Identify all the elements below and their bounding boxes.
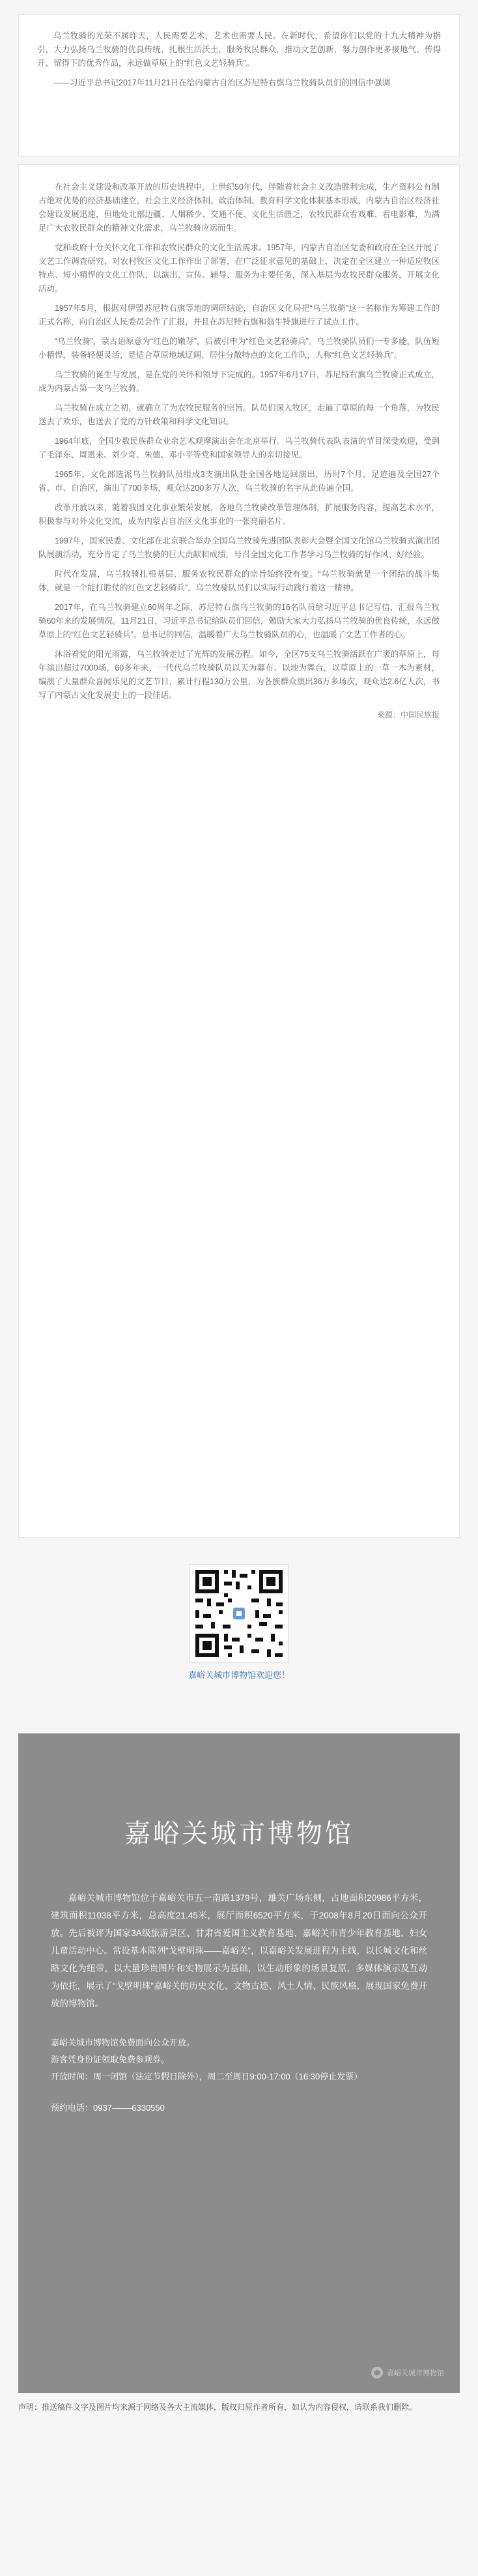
article-paragraph: 1997年，国家民委、文化部在北京联合举办全国乌兰牧骑先进团队表彰大会暨全国文化馆乌兰牧骑式演出团队展演活动，充分肯定了乌兰牧骑的巨大贡献和成绩，号召全国文化工作者学习乌兰牧骑的好作风、好经验。	[38, 536, 440, 559]
quote-paragraph: 乌兰牧骑的光荣不属昨天，人民需要艺术，艺术也需要人民。在新时代，希望你们以党的十九大精神为指引，大力弘扬乌兰牧骑的优良传统，扎根生活沃土，服务牧民群众，推动文艺创新，努力创作更多接地气、传得开、留得下的优秀作品，永远做草原上的“红色文艺轻骑兵”。	[37, 31, 441, 68]
disclaimer: 声明：推送稿件文字及图片均来源于网络及各大主流媒体，版权归原作者所有，如认为内容侵权，请联系我们删除。	[18, 2403, 417, 2412]
qr-section	[0, 1564, 478, 1681]
article-source: 来源：中国民族报	[376, 710, 440, 719]
quote-attribution: ——习近平总书记2017年11月21日在给内蒙古自治区苏尼特右旗乌兰牧骑队员们的回信中强调	[53, 78, 391, 87]
wechat-logo-icon	[371, 2367, 383, 2379]
museum-description: 嘉峪关城市博物馆位于嘉峪关市五一南路1379号，雄关广场东侧，占地面积20986平方米，建筑面积11038平方米，总高度21.45米，展厅面积6520平方米，于2008年8月20日面向公众开放。先后被评为国家3A级旅游景区、甘肃省爱国主义教育基地、嘉峪关市青少年教育基地、妇女儿童活动中心。常设基本陈列“戈壁明珠——嘉峪关”，以嘉峪关发展进程为主线，以长城文化和丝路文化为纽带，以大量珍贵图片和实物展示为基础，以生动形象的场景复原，多媒体演示及互动为依托，展示了“戈壁明珠”嘉峪关的历史文化、文物古迹、风土人情、民族风格，展现国家免费开放的博物馆。	[51, 1893, 427, 2008]
article-paragraph: “乌兰牧骑”，蒙古语原意为“红色的嫩芽”，后被引申为“红色文艺轻骑兵”。乌兰牧骑队员们一专多能，队伍短小精悍，装备轻便灵活，是适合草原地域辽阔、居住分散特点的文化工作队，人称“红色文艺轻骑兵”。	[38, 337, 440, 360]
article-paragraph: 乌兰牧骑的诞生与发展，是在党的关怀和领导下完成的。1957年6月17日，苏尼特右旗乌兰牧骑正式成立，成为内蒙古第一支乌兰牧骑。	[38, 370, 440, 393]
museum-info-line: 开放时间：周一闭馆（法定节假日除外），周二至周日9:00-17:00（16:30停止发票）	[51, 2072, 363, 2081]
museum-info-line: 嘉峪关城市博物馆免费面向公众开放。	[51, 2038, 195, 2048]
article-paragraph: 乌兰牧骑在成立之初，就确立了为农牧民服务的宗旨。队员们深入牧区，走遍了草原的每一个角落，为牧民送去了欢乐，也送去了党的方针政策和科学文化知识。	[38, 403, 440, 426]
article-paragraph: 党和政府十分关怀文化工作和农牧民群众的文化生活需求。1957年，内蒙古自治区党委和政府在全区开展了文艺工作调查研究，对农村牧区文化工作作出了部署，在广泛征求意见的基础上，决定在全区建立一种适应牧区特点、短小精悍的文化工作队，以演出、宣传、辅导、服务为主要任务，深入基层为农牧民群众服务，开展文化活动。	[38, 243, 440, 293]
article-paragraph: 1957年5月，根据对伊盟苏尼特右旗等地的调研结论，自治区文化局把“乌兰牧骑”这一名称作为筹建工作的正式名称，向自治区人民委员会作了汇报，并且在苏尼特右旗和翁牛特旗进行了试点工作。	[38, 304, 440, 326]
watermark	[371, 2367, 444, 2379]
article-paragraph: 时代在发展，乌兰牧骑扎根基层、服务农牧民群众的宗旨始终没有变。“乌兰牧骑就是一个团结的战斗集体，就是一个能打胜仗的红色文艺轻骑兵”，乌兰牧骑队员们以实际行动践行着这一精神。	[38, 570, 440, 592]
article-paragraph: 改革开放以来，随着我国文化事业繁荣发展，各地乌兰牧骑改革管理体制，扩展服务内容，提高艺术水平，积极参与对外文化交流，成为内蒙古自治区文化事业的一张亮丽名片。	[38, 503, 440, 526]
qr-caption: 嘉峪关城市博物馆欢迎您！	[188, 1670, 290, 1680]
museum-visit-info	[51, 2034, 427, 2085]
museum-info-card	[18, 1733, 460, 2393]
quote-card	[18, 14, 460, 156]
watermark-text: 嘉峪关城市博物馆	[387, 2369, 444, 2377]
article-paragraph: 1964年底，全国少数民族群众业余艺术观摩演出会在北京举行。乌兰牧骑代表队表演的节目深受欢迎，受到了毛泽东、周恩来、刘少奇、朱德、邓小平等党和国家领导人的亲切接见。	[38, 437, 440, 459]
article-paragraph: 沐浴着党的阳光雨露，乌兰牧骑走过了光辉的发展历程。如今，全区75支乌兰牧骑活跃在广袤的草原上，每年演出超过7000场，60多年来，一代代乌兰牧骑队员以天为幕布、以地为舞台，以草原上的一草一木为素材，编演了大量群众喜闻乐见的文艺节目，累计行程130万公里，为各族群众演出36万多场次，观众达2.6亿人次，书写了内蒙古文化发展史上的一段佳话。	[38, 650, 440, 700]
museum-title: 嘉峪关城市博物馆	[124, 1819, 354, 1849]
article-paragraph: 1965年，文化部选派乌兰牧骑队员组成3支演出队赴全国各地巡回演出，历时7个月，足迹遍及全国27个省、市、自治区，演出了700多场，观众达200多万人次，乌兰牧骑的名字从此传遍全国。	[38, 470, 440, 493]
article-card	[18, 164, 460, 1538]
museum-info-line: 游客凭身份证领取免费参观券。	[51, 2055, 170, 2064]
qr-code-icon[interactable]	[190, 1564, 288, 1663]
article-paragraph: 2017年，在乌兰牧骑建立60周年之际，苏尼特右旗乌兰牧骑的16名队员给习近平总书记写信，汇报乌兰牧骑60年来的发展情况。11月21日，习近平总书记给队员们回信，勉励大家大力弘扬乌兰牧骑的优良传统，永远做草原上的“红色文艺轻骑兵”。总书记的回信，温暖着广大乌兰牧骑队员的心，也温暖了文艺工作者的心。	[38, 603, 440, 639]
article-paragraph: 在社会主义建设和改革开放的历史进程中，上世纪50年代，伴随着社会主义改造胜利完成，生产资料公有制占绝对优势的经济基础建立，社会主义经济体制、政治体制、教育科学文化体制基本形成，内蒙古自治区经济社会建设发展迅速，但地处北部边疆、人烟稀少、交通不便、文化生活匮乏，农牧民群众看戏难、看电影难，为满足广大农牧民群众的精神文化需求，乌兰牧骑应运而生。	[38, 182, 440, 233]
museum-phone: 预约电话：0937-——6330550	[51, 2103, 165, 2113]
